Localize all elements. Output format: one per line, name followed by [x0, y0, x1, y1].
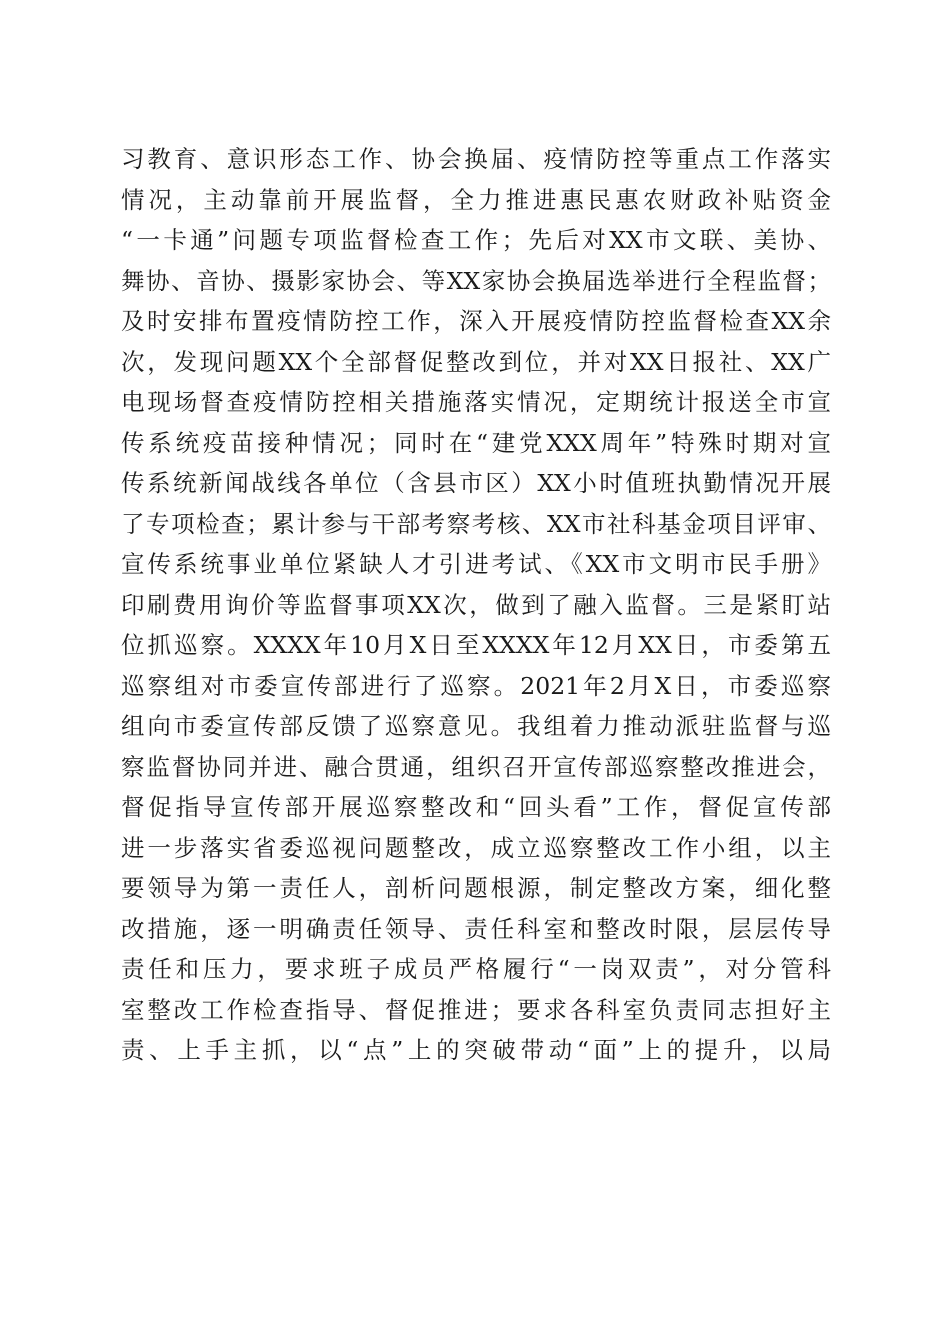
text-line: 位抓巡察。XXXX年10月X日至XXXX年12月XX日，市委第五 [121, 631, 831, 659]
text-line: 传系统新闻战线各单位（含县市区）XX小时值班执勤情况开展 [121, 469, 831, 497]
text-line: 要领导为第一责任人，剖析问题根源，制定整改方案，细化整 [121, 874, 831, 902]
text-line: 责任和压力，要求班子成员严格履行“一岗双责”，对分管科 [121, 955, 831, 983]
text-line: 次，发现问题XX个全部督促整改到位，并对XX日报社、XX广 [121, 347, 831, 376]
body-paragraph [121, 139, 831, 1071]
text-line: 巡察组对市委宣传部进行了巡察。2021年2月X日，市委巡察 [121, 671, 831, 700]
text-line: “一卡通”问题专项监督检查工作；先后对XX市文联、美协、 [121, 226, 831, 254]
text-line: 组向市委宣传部反馈了巡察意见。我组着力推动派驻监督与巡 [121, 712, 831, 740]
text-line: 及时安排布置疫情防控工作，深入开展疫情防控监督检查XX余 [121, 307, 831, 335]
text-line: 室整改工作检查指导、督促推进；要求各科室负责同志担好主 [121, 995, 831, 1024]
text-line: 情况，主动靠前开展监督，全力推进惠民惠农财政补贴资金 [121, 185, 831, 214]
text-line: 舞协、音协、摄影家协会、等XX家协会换届选举进行全程监督； [121, 266, 831, 295]
text-line: 责、上手主抓，以“点”上的突破带动“面”上的提升，以局 [121, 1036, 831, 1064]
text-line: 印刷费用询价等监督事项XX次，做到了融入监督。三是紧盯站 [121, 590, 831, 619]
text-line: 进一步落实省委巡视问题整改，成立巡察整改工作小组，以主 [121, 833, 831, 862]
text-line: 习教育、意识形态工作、协会换届、疫情防控等重点工作落实 [121, 145, 831, 173]
text-line: 电现场督查疫情防控相关措施落实情况，定期统计报送全市宣 [121, 388, 831, 416]
text-line: 改措施，逐一明确责任领导、责任科室和整改时限，层层传导 [121, 914, 831, 943]
text-line: 督促指导宣传部开展巡察整改和“回头看”工作，督促宣传部 [121, 793, 831, 821]
text-line: 察监督协同并进、融合贯通，组织召开宣传部巡察整改推进会， [121, 752, 831, 781]
text-line: 了专项检查；累计参与干部考察考核、XX市社科基金项目评审、 [121, 509, 831, 538]
text-line: 传系统疫苗接种情况；同时在“建党XXX周年”特殊时期对宣 [121, 428, 831, 457]
text-line: 宣传系统事业单位紧缺人才引进考试、《XX市文明市民手册》 [121, 550, 831, 578]
